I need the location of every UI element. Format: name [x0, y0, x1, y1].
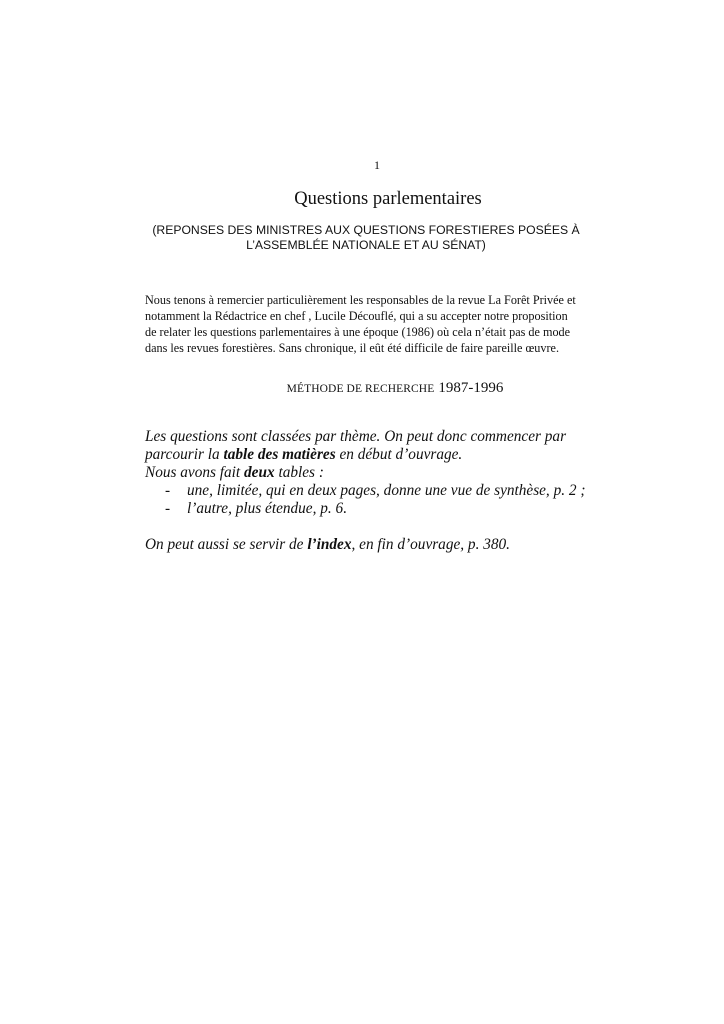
list-item — [145, 500, 595, 518]
subtitle — [143, 223, 589, 253]
method-years: 1987-1996 — [438, 380, 504, 396]
tables-count: deux — [244, 464, 275, 481]
bullet-marker: - — [165, 500, 171, 517]
instructions-line-2-start: parcourir la — [145, 446, 224, 463]
intro-line-4: dans les revues forestières. Sans chronique, il eût été difficile de faire pareille œuvre. — [145, 341, 559, 355]
instructions-line-4-end: , en fin d’ouvrage, p. 380. — [351, 536, 510, 553]
tables-list — [145, 482, 595, 518]
list-item-text: une, limitée, qui en deux pages, donne une vue de synthèse, p. 2 ; — [187, 482, 586, 499]
instructions-line-1: Les questions sont classées par thème. On peut donc commencer par — [145, 428, 567, 445]
instructions-line-3-start: Nous avons fait — [145, 464, 245, 481]
bullet-marker: - — [165, 482, 171, 499]
intro-line-2: notamment la Rédactrice en chef , Lucile Découflé, qui a su accepter notre proposition — [145, 309, 568, 323]
page-number: 1 — [374, 158, 380, 172]
method-label: MÉTHODE DE RECHERCHE — [286, 383, 435, 395]
table-of-contents-reference: table des matières — [223, 446, 336, 463]
intro-paragraph — [145, 292, 585, 356]
instructions-line-2-end: en début d’ouvrage. — [335, 446, 463, 463]
index-reference: l’index — [307, 536, 352, 553]
instructions-line-2 — [145, 446, 595, 464]
subtitle-line-1: (REPONSES DES MINISTRES AUX QUESTIONS FORESTIERES POSÉES À — [152, 223, 580, 237]
instructions-line-3-end: tables : — [274, 464, 324, 481]
subtitle-line-2: L’ASSEMBLÉE NATIONALE ET AU SÉNAT) — [246, 238, 486, 252]
list-item — [145, 482, 595, 500]
instructions-line-4-start: On peut aussi se servir de — [145, 536, 308, 553]
instructions-line-3 — [145, 464, 595, 482]
page-title: Questions parlementaires — [294, 189, 482, 209]
intro-line-3: de relater les questions parlementaires à une époque (1986) où cela n’était pas de mode — [145, 325, 571, 339]
instructions-line-4 — [145, 536, 595, 554]
intro-line-1: Nous tenons à remercier particulièrement les responsables de la revue La Forêt Privée et — [145, 293, 576, 307]
list-item-text: l’autre, plus étendue, p. 6. — [187, 500, 348, 517]
method-heading — [0, 379, 724, 397]
instructions-block — [145, 428, 595, 554]
